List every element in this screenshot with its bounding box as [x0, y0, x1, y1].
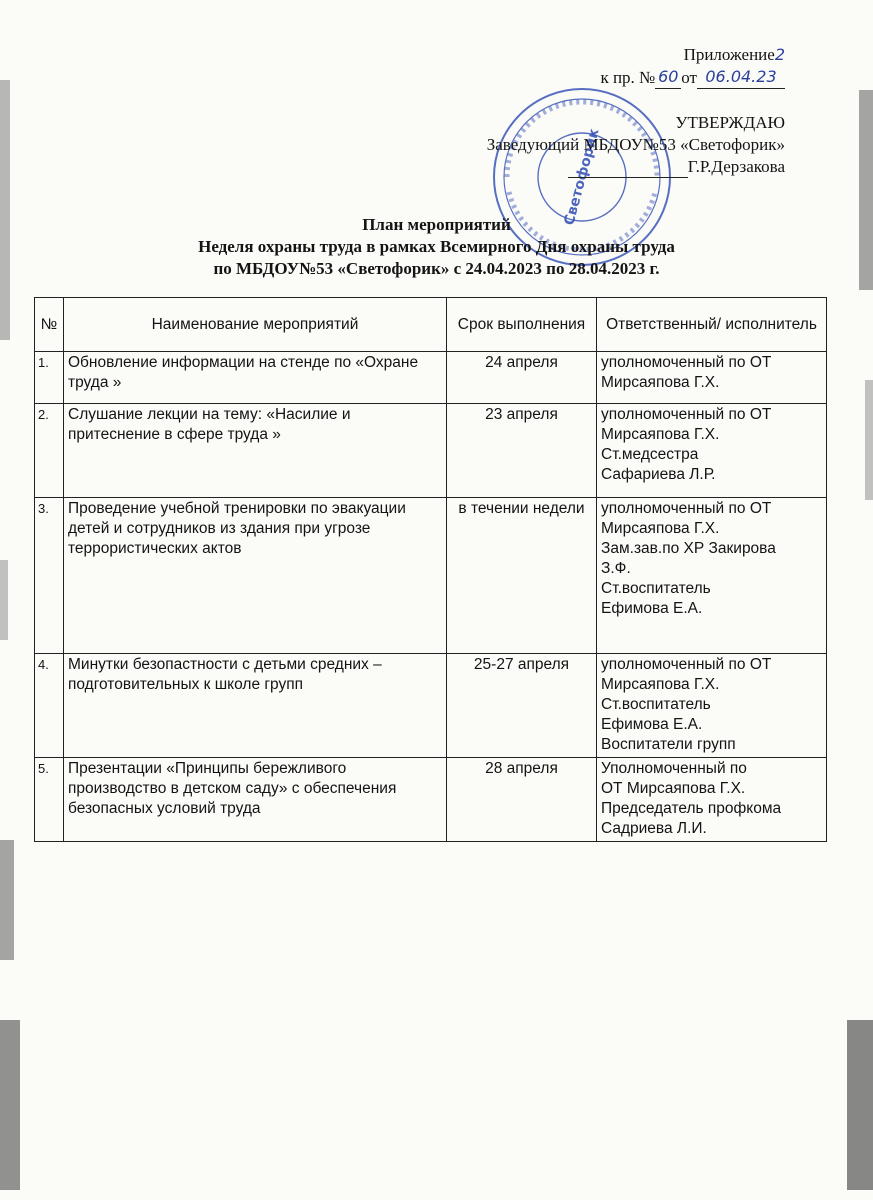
responsible-line: уполномоченный по ОТ — [601, 354, 772, 371]
activity-term: 28 апреля — [447, 758, 597, 842]
activity-term: 23 апреля — [447, 404, 597, 498]
responsible-cell — [597, 404, 827, 498]
table-header-row — [35, 298, 827, 352]
responsible-line: уполномоченный по ОТ — [601, 500, 772, 517]
responsible-line: З.Ф. — [601, 560, 631, 577]
row-number: 4. — [35, 654, 64, 758]
scan-noise-right-3 — [847, 1020, 873, 1190]
appendix-number: 2 — [774, 45, 785, 64]
title-line-2: Неделя охраны труда в рамках Всемирного Дня охраны труда — [198, 237, 675, 256]
responsible-line: Сафариева Л.Р. — [601, 466, 716, 483]
responsible-line: Мирсаяпова Г.Х. — [601, 676, 720, 693]
responsible-cell — [597, 498, 827, 654]
responsible-line: уполномоченный по ОТ — [601, 406, 772, 423]
header-name: Наименование мероприятий — [64, 298, 447, 352]
activity-term: 25-27 апреля — [447, 654, 597, 758]
header-term: Срок выполнения — [447, 298, 597, 352]
signature-line — [568, 177, 688, 178]
order-date-prefix: от — [681, 68, 697, 87]
scan-noise-left-2 — [0, 560, 8, 640]
table-row — [35, 352, 827, 404]
responsible-line: Ефимова Е.А. — [601, 600, 703, 617]
responsible-line: Ефимова Е.А. — [601, 716, 703, 733]
activity-term: 24 апреля — [447, 352, 597, 404]
table-row — [35, 654, 827, 758]
order-prefix: к пр. № — [600, 68, 656, 87]
title-line-3: по МБДОУ№53 «Светофорик» с 24.04.2023 по 28.04.2023 г. — [213, 259, 660, 278]
header-resp: Ответственный/ исполнитель — [597, 298, 827, 352]
activity-name: Презентации «Принципы бережливого производство в детском саду» с обеспечения безопасных условий труда — [64, 758, 447, 842]
responsible-line: Уполномоченный по — [601, 760, 747, 777]
table-row — [35, 498, 827, 654]
order-date: 06.04.23 — [697, 66, 785, 89]
document-title — [0, 214, 873, 280]
responsible-line: уполномоченный по ОТ — [601, 656, 772, 673]
stamp-center-text: Светофорик — [561, 127, 603, 227]
activity-name: Слушание лекции на тему: «Насилие и притеснение в сфере труда » — [64, 404, 447, 498]
responsible-line: ОТ Мирсаяпова Г.Х. — [601, 780, 746, 797]
appendix-label: Приложение — [683, 45, 775, 64]
approval-block — [487, 112, 785, 178]
approver-name: Г.Р.Дерзакова — [687, 157, 785, 176]
plan-table — [34, 297, 827, 842]
responsible-line: Мирсаяпова Г.Х. — [601, 520, 720, 537]
activity-name: Проведение учебной тренировки по эвакуации детей и сотрудников из здания при угрозе террористических актов — [64, 498, 447, 654]
responsible-cell — [597, 654, 827, 758]
responsible-cell — [597, 352, 827, 404]
approve-label: УТВЕРЖДАЮ — [675, 113, 785, 132]
activity-name: Минутки безопастности с детьми средних – подготовительных к школе групп — [64, 654, 447, 758]
scan-noise-left — [0, 80, 10, 340]
row-number: 5. — [35, 758, 64, 842]
responsible-line: Садриева Л.И. — [601, 820, 707, 837]
scan-noise-left-3 — [0, 840, 14, 960]
row-number: 1. — [35, 352, 64, 404]
title-line-1: План мероприятий — [362, 215, 511, 234]
responsible-line: Председатель профкома — [601, 800, 782, 817]
header-num: № — [35, 298, 64, 352]
appendix-line — [600, 44, 785, 66]
table-row — [35, 758, 827, 842]
responsible-line: Зам.зав.по ХР Закирова — [601, 540, 776, 557]
responsible-line: Ст.медсестра — [601, 446, 699, 463]
scan-noise-left-4 — [0, 1020, 20, 1190]
table-body — [35, 352, 827, 842]
activity-name: Обновление информации на стенде по «Охране труда » — [64, 352, 447, 404]
approver-position: Заведующий МБДОУ№53 «Светофорик» — [486, 135, 785, 154]
approver-name-line — [487, 156, 785, 178]
responsible-line: Мирсаяпова Г.Х. — [601, 426, 720, 443]
activity-term: в течении недели — [447, 498, 597, 654]
responsible-line: Ст.воспитатель — [601, 580, 711, 597]
row-number: 3. — [35, 498, 64, 654]
table-row — [35, 404, 827, 498]
responsible-line: Воспитатели групп — [601, 736, 736, 753]
responsible-line: Ст.воспитатель — [601, 696, 711, 713]
responsible-line: Мирсаяпова Г.Х. — [601, 374, 720, 391]
responsible-cell — [597, 758, 827, 842]
order-number: 60 — [655, 66, 681, 89]
scan-noise-right-2 — [865, 380, 873, 500]
row-number: 2. — [35, 404, 64, 498]
